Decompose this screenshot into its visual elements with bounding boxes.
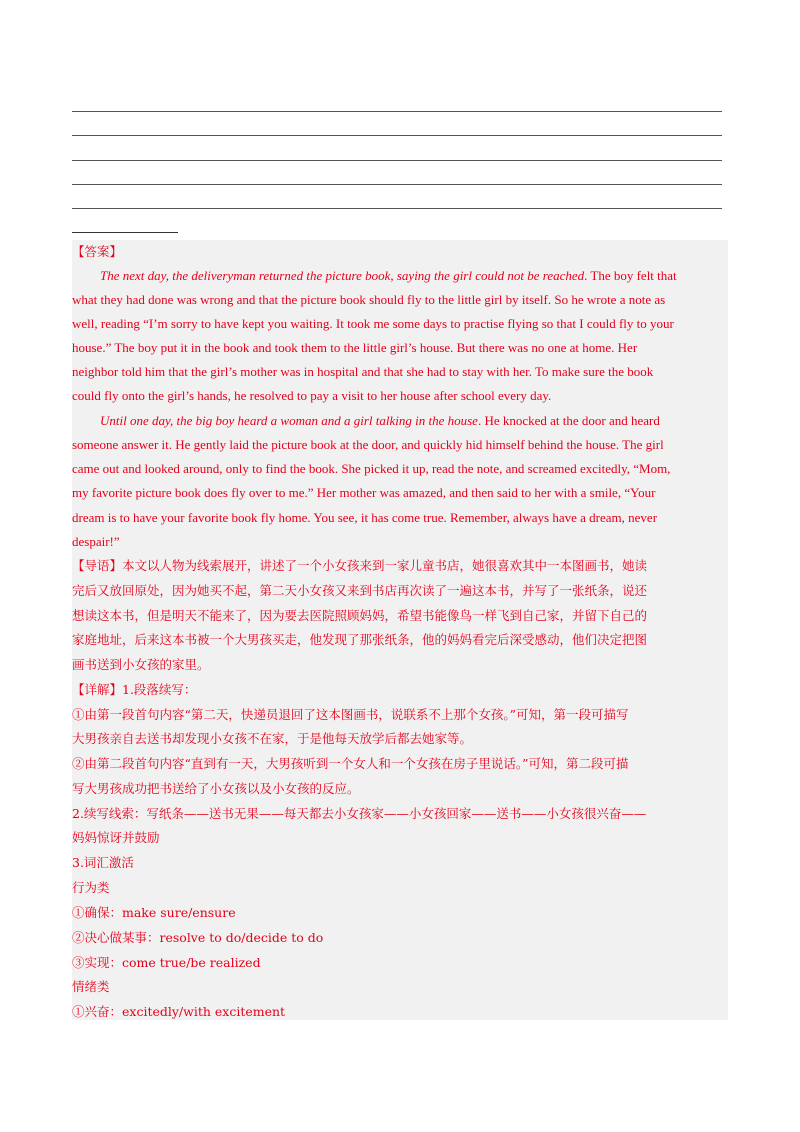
answer-heading: 【答案】 [72,244,123,259]
guide-line: 完后又放回原处，因为她买不起，第二天小女孩又来到书店再次读了一遍这本书，并写了一张纸条，说还 [72,583,648,598]
answer-p1-line [100,268,677,284]
answer-text: . He knocked at the door and heard [477,413,660,428]
writing-line [72,111,722,112]
answer-section [72,240,728,1020]
answer-p2-line: my favorite picture book does fly over to me.” Her mother was amazed, and then said to her with a smile, “Your [72,485,656,500]
guide-line: 想读这本书，但是明天不能来了，因为要去医院照顾妈妈，希望书能像鸟一样飞到自己家，并留下自己的 [72,608,648,623]
answer-p2-line: despair!” [72,534,120,549]
detail-line: 大男孩亲自去送书却发现小女孩不在家，于是他每天放学后都去她家等。 [72,731,473,746]
detail-line: 2.续写线索：写纸条——送书无果——每天都去小女孩家——小女孩回家——送书——小女孩很兴奋—— [72,806,647,821]
guide-line: 【导语】本文以人物为线索展开，讲述了一个小女孩来到一家儿童书店，她很喜欢其中一本图画书，她读 [72,558,648,573]
detail-line: 写大男孩成功把书送给了小女孩以及小女孩的反应。 [72,781,360,796]
detail-line: ①由第一段首句内容“第二天，快递员退回了这本图画书，说联系不上那个女孩。”可知，第一段可描写 [72,707,629,722]
guide-line: 家庭地址，后来这本书被一个大男孩买走，他发现了那张纸条，他的妈妈看完后深受感动，他们决定把图 [72,632,648,647]
detail-line: ①确保：make sure/ensure [72,905,236,920]
writing-line [72,184,722,185]
answer-p1-line: house.” The boy put it in the book and took them to the little girl’s house. But there was no one at home. Her [72,340,638,355]
answer-p1-line: neighbor told him that the girl’s mother was in hospital and that she had to stay with her. To make sure the book [72,364,654,379]
writing-line [72,208,722,209]
detail-line: ②决心做某事：resolve to do/decide to do [72,930,324,945]
detail-heading: 【详解】1.段落续写： [72,682,197,697]
guide-line: 画书送到小女孩的家里。 [72,657,210,672]
footnote-separator [72,232,178,233]
writing-line [72,160,722,161]
answer-p2-line: dream is to have your favorite book fly home. You see, it has come true. Remember, always have a dream, never [72,510,658,525]
answer-p2-line: came out and looked around, only to find the book. She picked it up, read the note, and screamed excitedly, “Mom, [72,461,671,476]
detail-line: ①兴奋：excitedly/with excitement [72,1004,286,1019]
answer-p1-line: could fly onto the girl’s hands, he resolved to pay a visit to her house after school every day. [72,388,552,403]
answer-p2-opening: Until one day, the big boy heard a woman and a girl talking in the house [100,413,478,428]
detail-line: 情绪类 [72,979,110,994]
detail-line: 行为类 [72,880,110,895]
answer-text: . The boy felt that [584,268,677,283]
answer-p1-opening: The next day, the deliveryman returned the picture book, saying the girl could not be reached [100,268,585,283]
detail-line: 3.词汇激活 [72,855,134,870]
answer-p1-line: well, reading “I’m sorry to have kept you waiting. It took me some days to practise flying so that I could fly to your [72,316,674,331]
answer-p2-line [100,413,660,429]
answer-p1-line: what they had done was wrong and that the picture book should fly to the little girl by itself. So he wrote a note as [72,292,666,307]
writing-line [72,135,722,136]
detail-line: 妈妈惊讶并鼓励 [72,830,160,845]
answer-p2-line: someone answer it. He gently laid the picture book at the door, and quickly hid himself behind the house. The girl [72,437,664,452]
detail-line: ②由第二段首句内容“直到有一天，大男孩听到一个女人和一个女孩在房子里说话。”可知，第二段可描 [72,756,629,771]
detail-line: ③实现：come true/be realized [72,955,261,970]
